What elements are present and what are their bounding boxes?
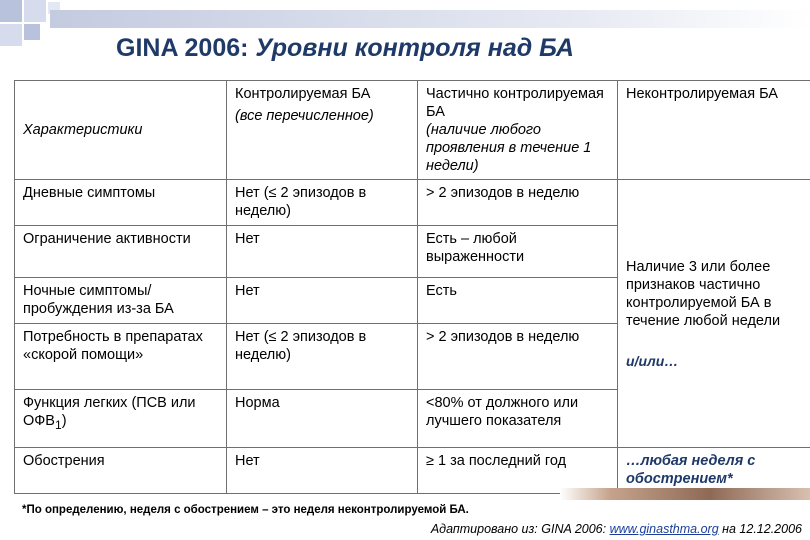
uncontrolled-andor: и/или…: [626, 352, 679, 369]
corner-square: [24, 0, 46, 22]
row-controlled: Нет: [227, 278, 418, 324]
row-characteristic: Ночные симптомы/ пробуждения из-за БА: [15, 278, 227, 324]
header-partly-note: (наличие любого проявления в течение 1 недели): [426, 122, 592, 174]
lung-function-close: ): [61, 413, 67, 429]
row-characteristic: Потребность в препаратах «скорой помощи»: [15, 324, 227, 390]
header-controlled-title: Контролируемая БА: [235, 86, 371, 102]
footnote: *По определению, неделя с обострением – это неделя неконтролируемой БА.: [22, 504, 469, 516]
row-partly: > 2 эпизодов в неделю: [418, 324, 618, 390]
uncontrolled-criteria: Наличие 3 или более признаков частично контролируемой БА в течение любой недели: [626, 258, 781, 329]
row-partly: Есть: [418, 278, 618, 324]
table-row: [15, 180, 810, 226]
source-citation: [431, 522, 802, 536]
asthma-control-table: [14, 80, 810, 494]
corner-square: [24, 24, 40, 40]
row-uncontrolled-exacerbation: …любая неделя с обострением*: [618, 448, 810, 494]
row-characteristic: Обострения: [15, 448, 227, 494]
lung-function-subscript: 1: [54, 417, 62, 432]
corner-square: [0, 0, 22, 22]
row-controlled: Нет: [227, 226, 418, 278]
row-controlled: Нет (≤ 2 эпизодов в неделю): [227, 324, 418, 390]
header-controlled: [227, 81, 418, 180]
source-prefix: Адаптировано из: GINA 2006:: [430, 522, 610, 536]
row-partly: <80% от должного или лучшего показателя: [418, 390, 618, 448]
row-controlled: Нет (≤ 2 эпизодов в неделю): [227, 180, 418, 226]
table-row: [15, 448, 810, 494]
row-partly: > 2 эпизодов в неделю: [418, 180, 618, 226]
header-controlled-note: (все перечисленное): [235, 108, 374, 124]
row-characteristic: Дневные симптомы: [15, 180, 227, 226]
header-partly-title: Частично контролируемая БА: [426, 86, 604, 120]
row-characteristic: Ограничение активности: [15, 226, 227, 278]
uncontrolled-merged-cell: [618, 180, 810, 448]
title-main: Уровни контроля над БА: [255, 34, 574, 62]
row-controlled: Нет: [227, 448, 418, 494]
slide-title: [116, 34, 574, 63]
header-uncontrolled: Неконтролируемая БА: [618, 81, 810, 180]
row-characteristic: [15, 390, 227, 448]
source-suffix: на 12.12.2006: [718, 522, 802, 536]
row-controlled: Норма: [227, 390, 418, 448]
title-gina: GINA 2006:: [116, 34, 249, 62]
source-link[interactable]: www.ginasthma.org: [609, 522, 719, 536]
header-characteristics: Характеристики: [15, 81, 227, 180]
row-partly: ≥ 1 за последний год: [418, 448, 618, 494]
lung-function-label: Функция легких (ПСВ или ОФВ: [23, 395, 196, 429]
table-header-row: [15, 81, 810, 180]
top-decorative-bar: [50, 10, 810, 28]
decorative-photo-strip: [560, 488, 810, 500]
corner-square: [0, 24, 22, 46]
row-partly: Есть – любой выраженности: [418, 226, 618, 278]
header-partly-controlled: [418, 81, 618, 180]
